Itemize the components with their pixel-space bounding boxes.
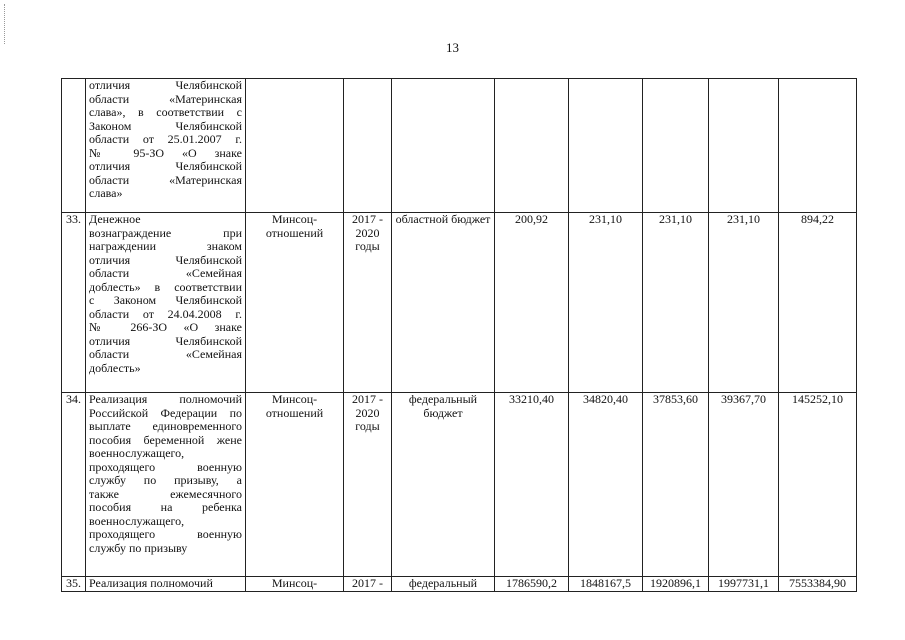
row-number: 35. <box>62 577 86 592</box>
description-line: также ежемесячного <box>89 486 242 501</box>
row-number: 33. <box>62 213 86 393</box>
amount-2017-cell: 200,92 <box>495 213 569 393</box>
amount-2017-cell: 33210,40 <box>495 393 569 577</box>
table-row <box>62 577 857 592</box>
funding-source-cell: областной бюджет <box>392 213 495 393</box>
amount-2020-cell <box>709 79 779 213</box>
description-line: награждении знаком <box>89 239 242 253</box>
table-row <box>62 213 857 393</box>
row-number: 34. <box>62 393 86 577</box>
executor-cell: Минсоц-отношений <box>246 393 344 577</box>
budget-table <box>61 78 857 592</box>
amount-2019-cell: 1920896,1 <box>643 577 709 592</box>
description-line: области «Материнская <box>89 172 242 187</box>
description-line: Законом Челябинской <box>89 118 242 133</box>
description-line: отличия Челябинской <box>89 159 242 173</box>
description-line: пособия на ребенка <box>89 500 242 514</box>
description-line: Реализация полномочий <box>89 576 213 590</box>
description-line: слава» <box>89 186 123 200</box>
amount-2017-cell <box>495 79 569 213</box>
amount-2019-cell <box>643 79 709 213</box>
description-line: области от 24.04.2008 г. <box>89 306 242 321</box>
period-cell <box>344 79 392 213</box>
measure-description <box>86 79 246 213</box>
description-line: выплате единовременного <box>89 419 242 433</box>
description-line: Реализация полномочий <box>89 392 242 406</box>
amount-2018-cell: 1848167,5 <box>569 577 643 592</box>
amount-2018-cell: 34820,40 <box>569 393 643 577</box>
description-line: области «Семейная <box>89 347 242 361</box>
description-line: отличия Челябинской <box>89 333 242 348</box>
amount-2018-cell <box>569 79 643 213</box>
description-line: пособия беременной жене <box>89 432 242 447</box>
measure-description <box>86 393 246 577</box>
page-number: 13 <box>446 40 459 55</box>
table-row <box>62 393 857 577</box>
amount-2019-cell: 37853,60 <box>643 393 709 577</box>
description-line: Российской Федерации по <box>89 405 242 420</box>
amount-total-cell <box>779 79 857 213</box>
description-line: доблесть» в соответствии <box>89 279 242 294</box>
executor-cell: Минсоц-отношений <box>246 213 344 393</box>
amount-2020-cell: 39367,70 <box>709 393 779 577</box>
description-line: военнослужащего, <box>89 513 185 528</box>
amount-2020-cell: 231,10 <box>709 213 779 393</box>
description-line: проходящего военную <box>89 459 242 474</box>
funding-source-cell <box>392 79 495 213</box>
scan-margin-mark <box>4 4 7 44</box>
description-line: военнослужащего, <box>89 446 185 460</box>
description-line: проходящего военную <box>89 527 242 541</box>
description-line: службу по призыву <box>89 540 188 555</box>
amount-total-cell: 7553384,90 <box>779 577 857 592</box>
funding-source-cell: федеральный <box>392 577 495 592</box>
description-line: отличия Челябинской <box>89 78 242 92</box>
table-row <box>62 79 857 213</box>
description-line: Денежное <box>89 212 141 226</box>
description-line: области «Материнская <box>89 91 242 106</box>
description-line: слава», в соответствии с <box>89 105 242 119</box>
amount-2019-cell: 231,10 <box>643 213 709 393</box>
row-number <box>62 79 86 213</box>
executor-cell: Минсоц- <box>246 577 344 592</box>
description-line: области «Семейная <box>89 266 242 280</box>
period-cell: 2017 - 2020 годы <box>344 393 392 577</box>
description-line: отличия Челябинской <box>89 252 242 267</box>
amount-2018-cell: 231,10 <box>569 213 643 393</box>
amount-2017-cell: 1786590,2 <box>495 577 569 592</box>
description-line: области от 25.01.2007 г. <box>89 132 242 146</box>
funding-source-cell: федеральный бюджет <box>392 393 495 577</box>
executor-cell <box>246 79 344 213</box>
description-line: № 266-ЗО «О знаке <box>89 320 242 334</box>
period-cell: 2017 - 2020 годы <box>344 213 392 393</box>
amount-total-cell: 894,22 <box>779 213 857 393</box>
measure-description <box>86 213 246 393</box>
amount-total-cell: 145252,10 <box>779 393 857 577</box>
description-line: доблесть» <box>89 360 141 375</box>
description-line: № 95-ЗО «О знаке <box>89 145 242 160</box>
description-line: службу по призыву, а <box>89 473 242 487</box>
amount-2020-cell: 1997731,1 <box>709 577 779 592</box>
description-line: с Законом Челябинской <box>89 293 242 307</box>
measure-description <box>86 577 246 592</box>
period-cell: 2017 - <box>344 577 392 592</box>
description-line: вознаграждение при <box>89 225 242 240</box>
